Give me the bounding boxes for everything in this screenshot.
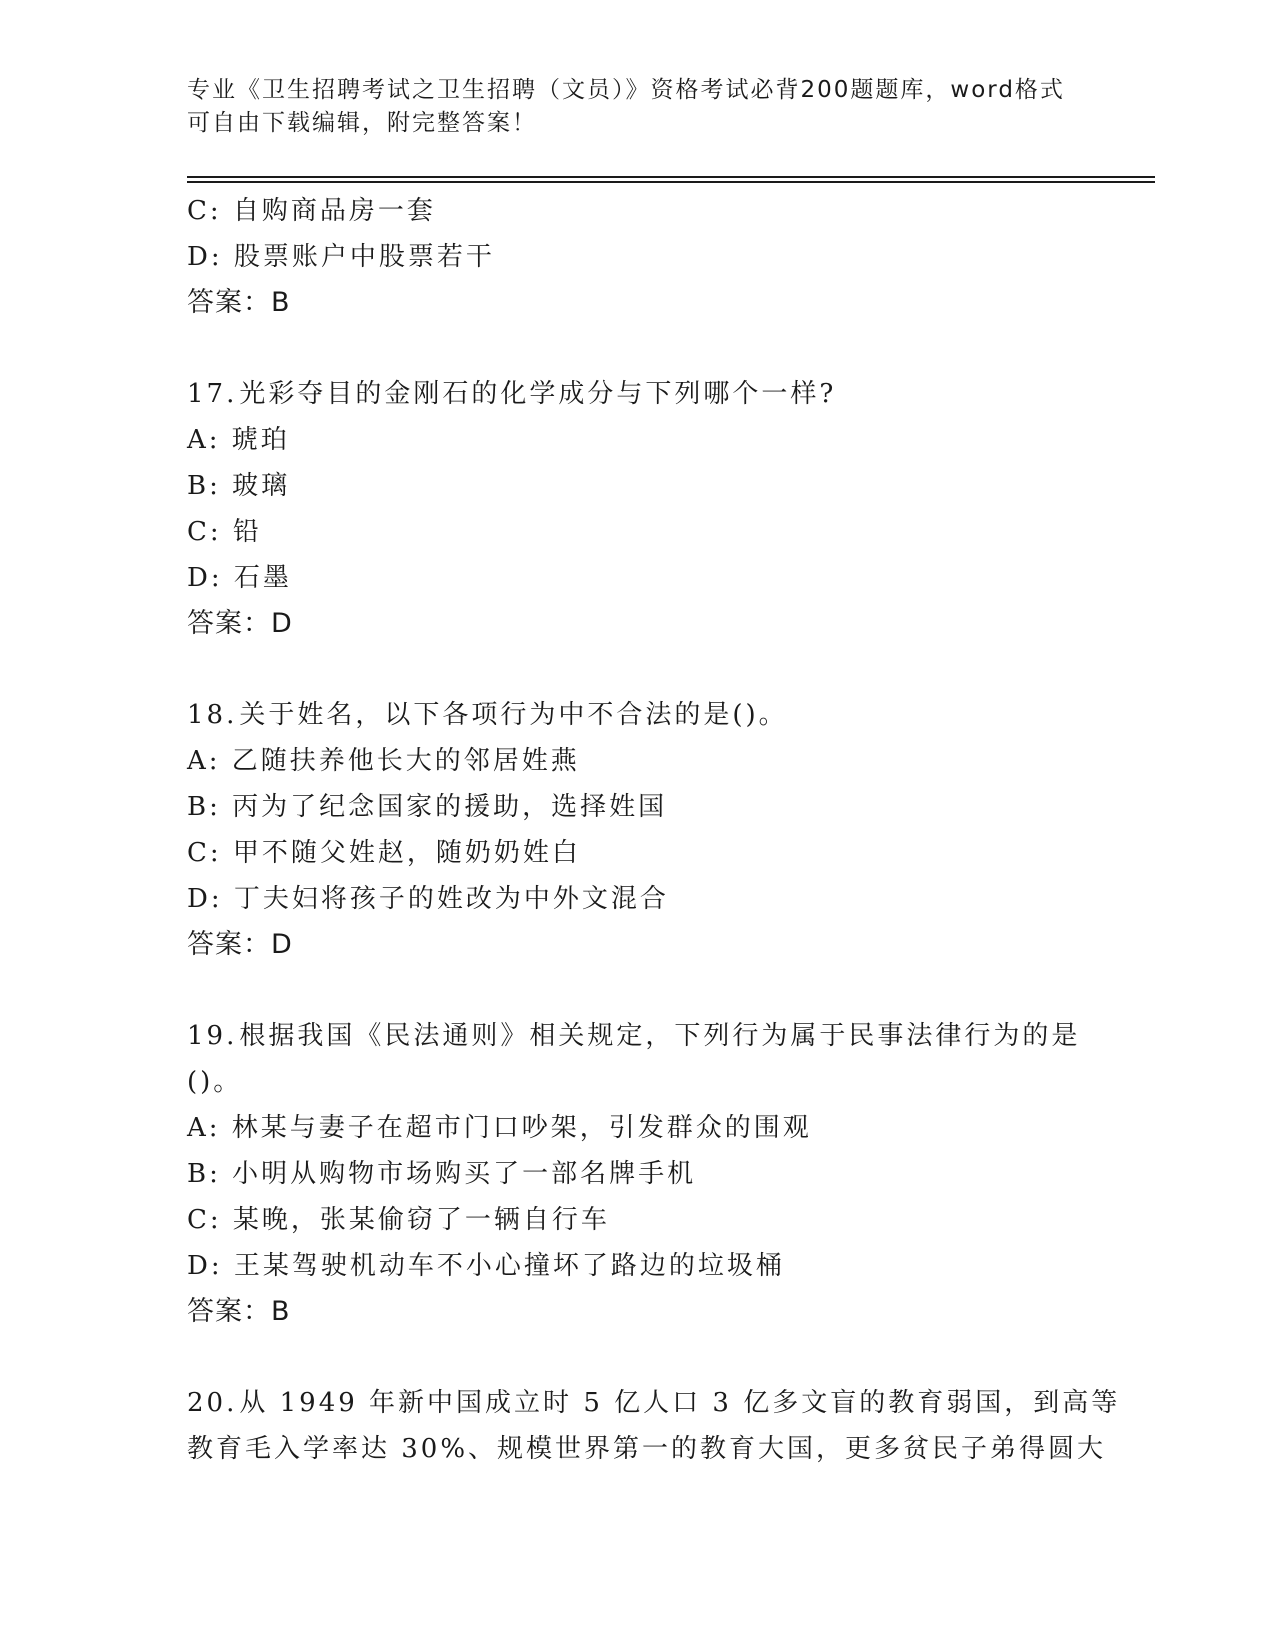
question-number: 19. bbox=[187, 1021, 238, 1051]
question-partial bbox=[187, 188, 1087, 326]
question-number: 18. bbox=[187, 700, 238, 730]
option-b: B: 小明从购物市场购买了一部名牌手机 bbox=[187, 1159, 697, 1189]
answer-line: 答案：B bbox=[187, 287, 291, 318]
option-a: A: 琥珀 bbox=[187, 425, 290, 455]
question-text bbox=[187, 1380, 1121, 1426]
question-text bbox=[187, 692, 1087, 738]
header-divider-top bbox=[187, 176, 1155, 178]
question-gap bbox=[187, 968, 1087, 1013]
question-19 bbox=[187, 1013, 1087, 1335]
option-b: B: 丙为了纪念国家的援助，选择姓国 bbox=[187, 792, 668, 822]
question-list bbox=[187, 188, 1121, 1472]
question-stem-line-2: 教育毛入学率达 30%、规模世界第一的教育大国，更多贫民子弟得圆大 bbox=[187, 1434, 1107, 1464]
question-gap bbox=[187, 647, 1087, 692]
option-c: C: 自购商品房一套 bbox=[187, 196, 436, 226]
question-stem-line-1: 根据我国《民法通则》相关规定，下列行为属于民事法律行为的是 bbox=[239, 1021, 1081, 1051]
document-header bbox=[187, 74, 1087, 140]
question-text bbox=[187, 1013, 1087, 1059]
question-number: 17. bbox=[187, 379, 238, 409]
question-18 bbox=[187, 692, 1087, 968]
option-d: D: 石墨 bbox=[187, 563, 292, 593]
question-stem-line-2: ()。 bbox=[187, 1067, 243, 1097]
question-gap bbox=[187, 1335, 1087, 1380]
header-title-line-2: 可自由下载编辑，附完整答案！ bbox=[187, 110, 537, 136]
option-d: D: 王某驾驶机动车不小心撞坏了路边的垃圾桶 bbox=[187, 1251, 785, 1281]
answer-line: 答案：D bbox=[187, 929, 293, 960]
option-d: D: 股票账户中股票若干 bbox=[187, 242, 495, 272]
option-a: A: 乙随扶养他长大的邻居姓燕 bbox=[187, 746, 580, 776]
option-b: B: 玻璃 bbox=[187, 471, 291, 501]
answer-line: 答案：D bbox=[187, 608, 293, 639]
option-a: A: 林某与妻子在超市门口吵架，引发群众的围观 bbox=[187, 1113, 812, 1143]
question-text bbox=[187, 371, 1087, 417]
option-d: D: 丁夫妇将孩子的姓改为中外文混合 bbox=[187, 884, 669, 914]
option-c: C: 铅 bbox=[187, 517, 262, 547]
question-stem-line-1: 从 1949 年新中国成立时 5 亿人口 3 亿多文盲的教育弱国，到高等 bbox=[239, 1388, 1121, 1418]
question-20 bbox=[187, 1380, 1121, 1472]
answer-line: 答案：B bbox=[187, 1296, 291, 1327]
header-title-line-1: 专业《卫生招聘考试之卫生招聘（文员）》资格考试必背200题题库，word格式 bbox=[187, 77, 1065, 103]
question-stem: 关于姓名，以下各项行为中不合法的是()。 bbox=[239, 700, 788, 730]
option-c: C: 甲不随父姓赵，随奶奶姓白 bbox=[187, 838, 581, 868]
option-c: C: 某晚，张某偷窃了一辆自行车 bbox=[187, 1205, 610, 1235]
question-gap bbox=[187, 326, 1087, 371]
question-17 bbox=[187, 371, 1087, 647]
question-stem: 光彩夺目的金刚石的化学成分与下列哪个一样? bbox=[239, 379, 837, 409]
header-divider-bottom bbox=[187, 181, 1155, 183]
question-number: 20. bbox=[187, 1388, 238, 1418]
